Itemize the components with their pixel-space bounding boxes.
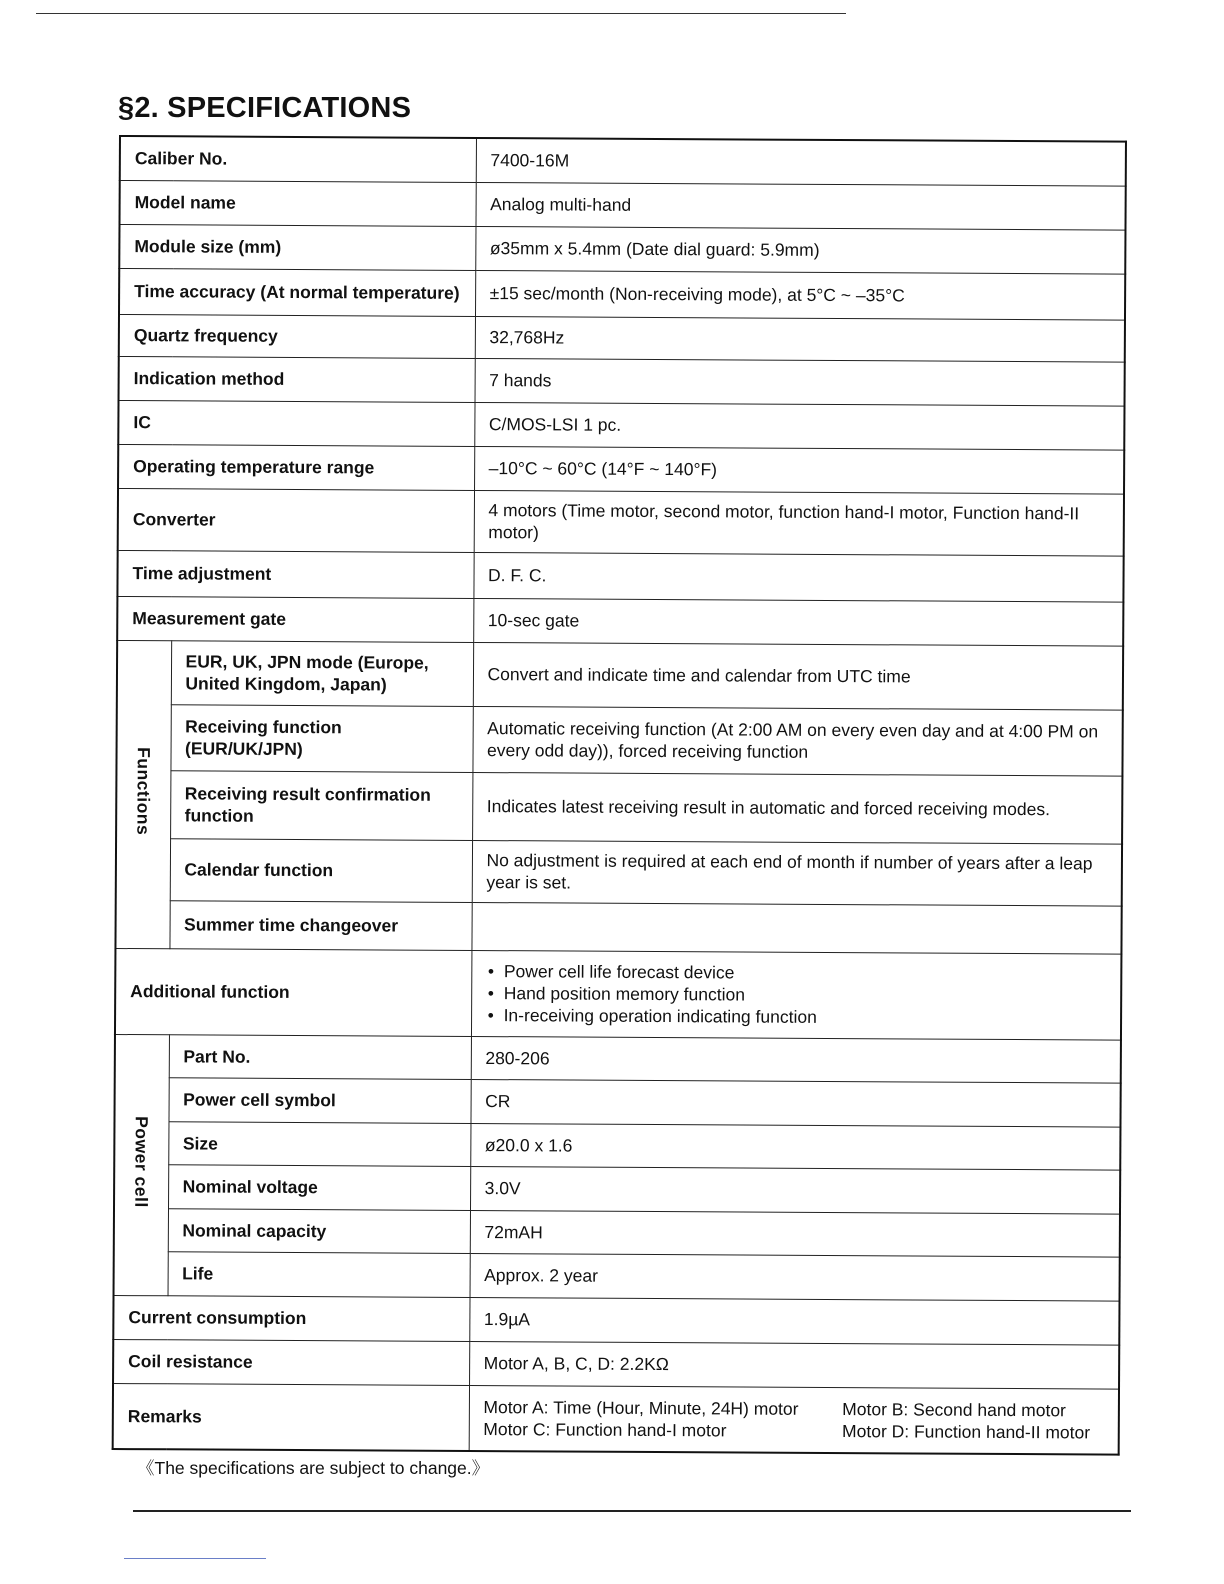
spec-value: C/MOS-LSI 1 pc.: [474, 402, 1124, 450]
spec-value: 7400-16M: [476, 138, 1126, 186]
spec-label: Power cell symbol: [168, 1077, 470, 1123]
table-row: [113, 1383, 1119, 1455]
list-item: • Hand position memory function: [486, 982, 1107, 1007]
table-row: [119, 268, 1125, 320]
table-row: [118, 400, 1124, 450]
table-row: [115, 900, 1121, 954]
spec-value: 3.0V: [470, 1166, 1120, 1214]
spec-label: Receiving result confirmation function: [170, 770, 472, 840]
spec-label: Current consumption: [113, 1295, 469, 1341]
table-row: [115, 1034, 1121, 1083]
spec-label: Model name: [120, 180, 476, 226]
remark-item: Motor B: Second hand motor: [842, 1398, 1066, 1421]
table-row: [115, 948, 1121, 1040]
table-row: [114, 1251, 1120, 1301]
spec-value: 4 motors (Time motor, second motor, function hand-I motor, Function hand-II motor): [474, 490, 1124, 556]
spec-label: Remarks: [113, 1383, 469, 1451]
table-row: [120, 136, 1126, 186]
table-row: [114, 1164, 1120, 1214]
spec-label: Time accuracy (At normal temperature): [119, 268, 475, 316]
spec-label: Quartz frequency: [119, 314, 475, 358]
table-row: [114, 1121, 1120, 1170]
spec-value: [471, 902, 1121, 954]
table-row: [120, 180, 1126, 230]
spec-label: Nominal capacity: [168, 1208, 470, 1253]
remarks-grid: [483, 1396, 1104, 1443]
spec-label: Receiving function (EUR/UK/JPN): [170, 704, 472, 772]
spec-label: Measurement gate: [117, 596, 473, 642]
list-item: • In-receiving operation indicating function: [486, 1004, 1107, 1029]
spec-value: 10-sec gate: [473, 598, 1123, 646]
spec-value: ø35mm x 5.4mm (Date dial guard: 5.9mm): [475, 226, 1125, 274]
spec-label: Caliber No.: [120, 136, 476, 182]
table-row: [119, 314, 1125, 362]
spec-value: CR: [471, 1079, 1121, 1127]
remark-item: Motor D: Function hand-II motor: [842, 1420, 1091, 1443]
spec-value: [471, 950, 1121, 1040]
power-cell-group-text: Power cell: [131, 1116, 152, 1208]
page-title: §2. SPECIFICATIONS: [118, 92, 412, 124]
specifications-table: [112, 135, 1127, 1456]
table-row: [118, 488, 1124, 556]
table-row: [119, 224, 1125, 274]
spec-value: Indicates latest receiving result in automatic and forced receiving modes.: [472, 772, 1122, 844]
spec-value: 7 hands: [475, 358, 1125, 406]
spec-label: Operating temperature range: [118, 444, 474, 490]
spec-value: Analog multi-hand: [476, 182, 1126, 230]
spec-value: 1.9µA: [469, 1297, 1119, 1345]
spec-label: Nominal voltage: [168, 1164, 470, 1210]
spec-label: Part No.: [169, 1034, 471, 1079]
table-row: [114, 1208, 1120, 1257]
table-row: [116, 770, 1122, 844]
table-row: [117, 596, 1123, 646]
spec-label: Time adjustment: [117, 550, 473, 598]
top-rule: [36, 13, 846, 14]
table-row: [118, 444, 1124, 494]
remark-item: Motor C: Function hand-I motor: [483, 1418, 727, 1441]
spec-value: 32,768Hz: [475, 316, 1125, 362]
spec-value: ø20.0 x 1.6: [470, 1123, 1120, 1170]
spec-label: Additional function: [115, 948, 471, 1036]
spec-label: Coil resistance: [113, 1339, 469, 1385]
spec-label: EUR, UK, JPN mode (Europe, United Kingdom, Japan): [171, 640, 473, 706]
spec-label: Calendar function: [170, 838, 472, 902]
table-row: [116, 838, 1122, 906]
spec-value: Motor A, B, C, D: 2.2KΩ: [469, 1341, 1119, 1389]
spec-value: D. F. C.: [473, 552, 1123, 602]
spec-value: 280-206: [471, 1036, 1121, 1083]
spec-value: Automatic receiving function (At 2:00 AM on every even day and at 4:00 PM on every odd day)), forced receiving function: [472, 706, 1122, 776]
spec-value: ±15 sec/month (Non-receiving mode), at 5°C ~ –35°C: [475, 270, 1125, 320]
spec-label: Indication method: [119, 356, 475, 402]
table-row: [113, 1339, 1119, 1389]
spec-label: Size: [168, 1121, 470, 1166]
additional-function-list: [486, 960, 1107, 1029]
spec-value: 72mAH: [470, 1210, 1120, 1257]
table-row: [116, 704, 1122, 776]
functions-group-text: Functions: [133, 747, 154, 836]
table-row: [113, 1295, 1119, 1345]
list-item: • Power cell life forecast device: [486, 960, 1107, 985]
functions-group-label: [115, 640, 171, 948]
table-row: [114, 1077, 1120, 1127]
bottom-blue-rule: [124, 1558, 266, 1559]
remark-item: Motor A: Time (Hour, Minute, 24H) motor: [483, 1396, 799, 1419]
spec-value: No adjustment is required at each end of month if number of years after a leap year is set.: [472, 840, 1122, 906]
spec-value: Convert and indicate time and calendar from UTC time: [473, 642, 1123, 710]
bottom-rule: [133, 1510, 1131, 1512]
spec-value: –10°C ~ 60°C (14°F ~ 140°F): [474, 446, 1124, 494]
table-row: [117, 640, 1123, 710]
spec-label: Converter: [118, 488, 474, 552]
spec-label: Module size (mm): [119, 224, 475, 270]
spec-label: Summer time changeover: [169, 900, 471, 950]
table-row: [117, 550, 1123, 602]
table-row: [119, 356, 1125, 406]
spec-value: [469, 1385, 1119, 1455]
spec-label: IC: [118, 400, 474, 446]
spec-label: Life: [168, 1251, 470, 1297]
power-cell-group-label: [114, 1034, 169, 1295]
footnote: 《The specifications are subject to change.》: [137, 1458, 490, 1478]
spec-value: Approx. 2 year: [470, 1253, 1120, 1301]
